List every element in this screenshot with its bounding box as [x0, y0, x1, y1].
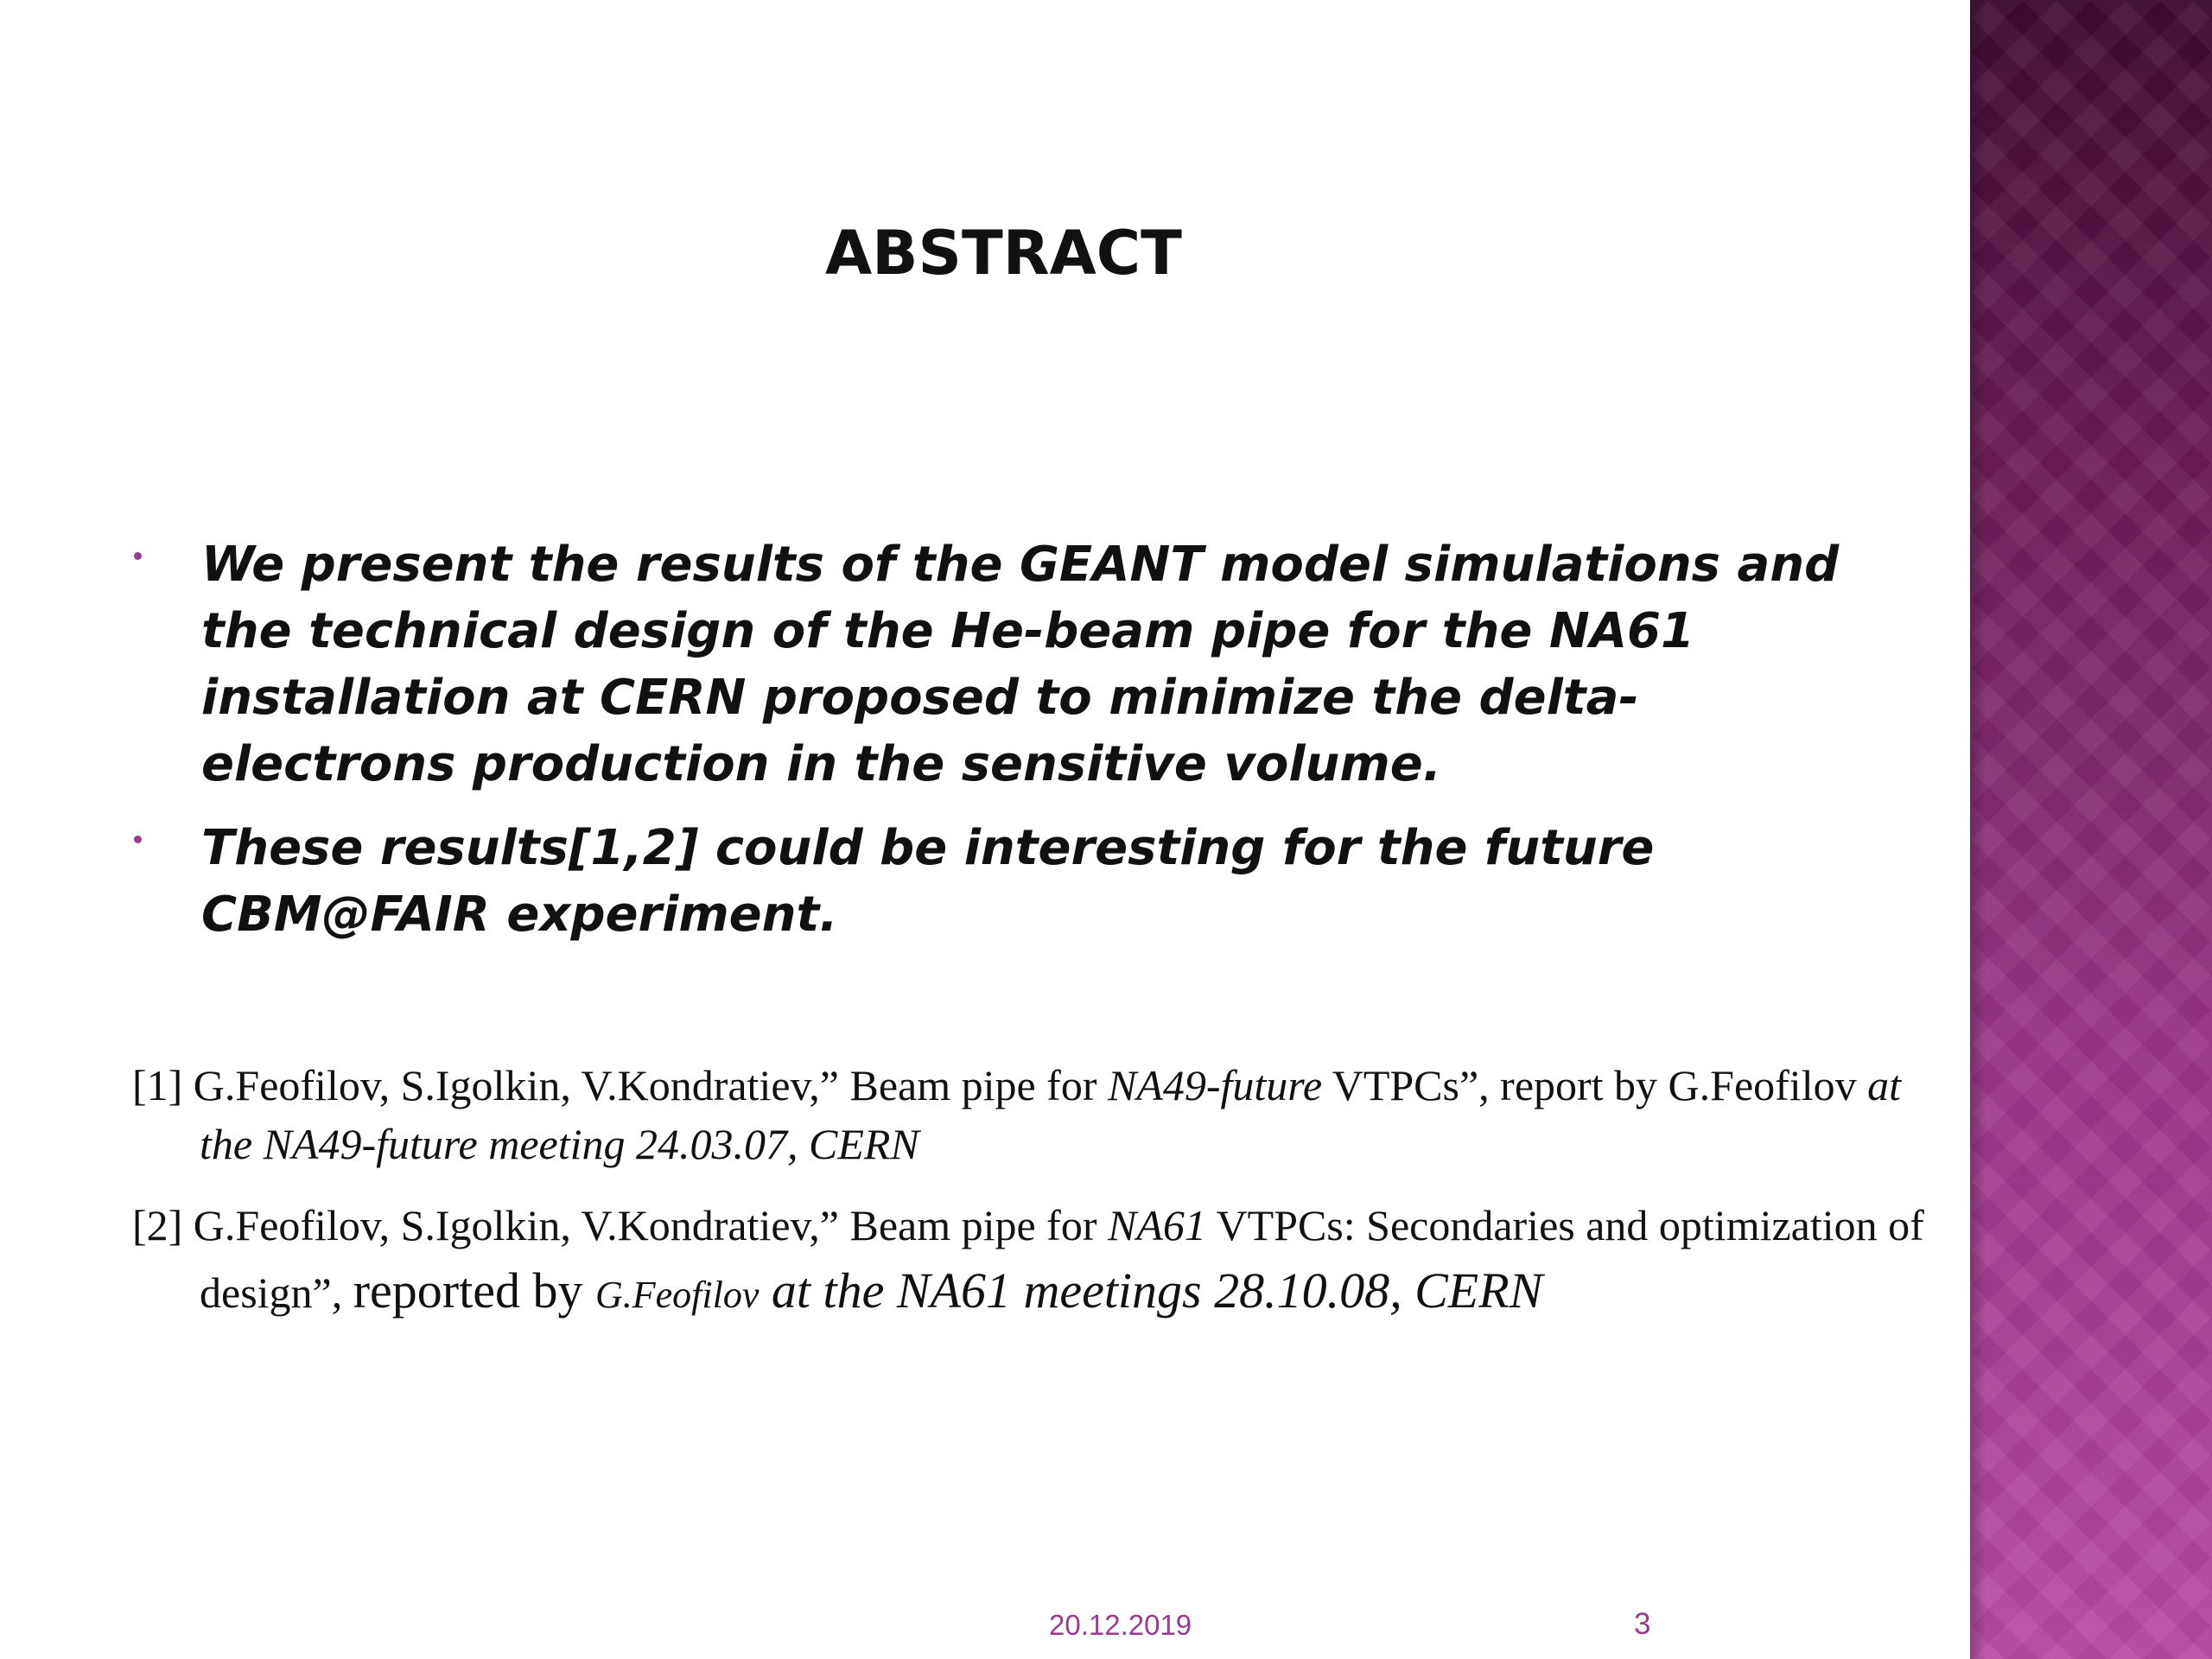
reference-1-project: NA49-future	[1107, 1061, 1323, 1109]
reference-2-title: VTPCs: Secondaries and optimization of design”,	[200, 1201, 1924, 1317]
reference-2-meeting: at the NA61 meetings 28.10.08, CERN	[759, 1262, 1543, 1319]
page-number: 3	[1634, 1607, 1651, 1641]
decorative-side-band	[1970, 0, 2212, 1659]
reference-1	[132, 1056, 1928, 1173]
bullet-text: We present the results of the GEANT model simulations and the technical design of the He-beam pipe for the NA61 installation at CERN proposed to minimize the delta-electrons production in the sensitive volume.	[201, 537, 1840, 792]
reference-2-project: NA61	[1107, 1201, 1206, 1249]
bullet-dot-icon	[134, 836, 142, 843]
reference-2-reported: reported by	[353, 1262, 595, 1319]
bullet-dot-icon	[134, 552, 142, 560]
reference-2	[132, 1192, 1928, 1328]
bullet-text: These results[1,2] could be interesting for the future CBM@FAIR experiment.	[201, 820, 1655, 943]
reference-1-report: VTPCs”, report by G.Feofilov	[1322, 1061, 1868, 1109]
footer-date: 20.12.2019	[1049, 1609, 1192, 1641]
reference-2-presenter: G.Feofilov	[594, 1274, 760, 1316]
reference-2-authors: [2] G.Feofilov, S.Igolkin, V.Kondratiev,” Beam pipe for	[132, 1201, 1108, 1249]
reference-1-meeting: at the NA49-future meeting 24.03.07, CERN	[200, 1061, 1901, 1168]
slide-title: ABSTRACT	[825, 218, 1182, 289]
reference-1-authors: [1] G.Feofilov, S.Igolkin, V.Kondratiev,” Beam pipe for	[132, 1061, 1108, 1109]
